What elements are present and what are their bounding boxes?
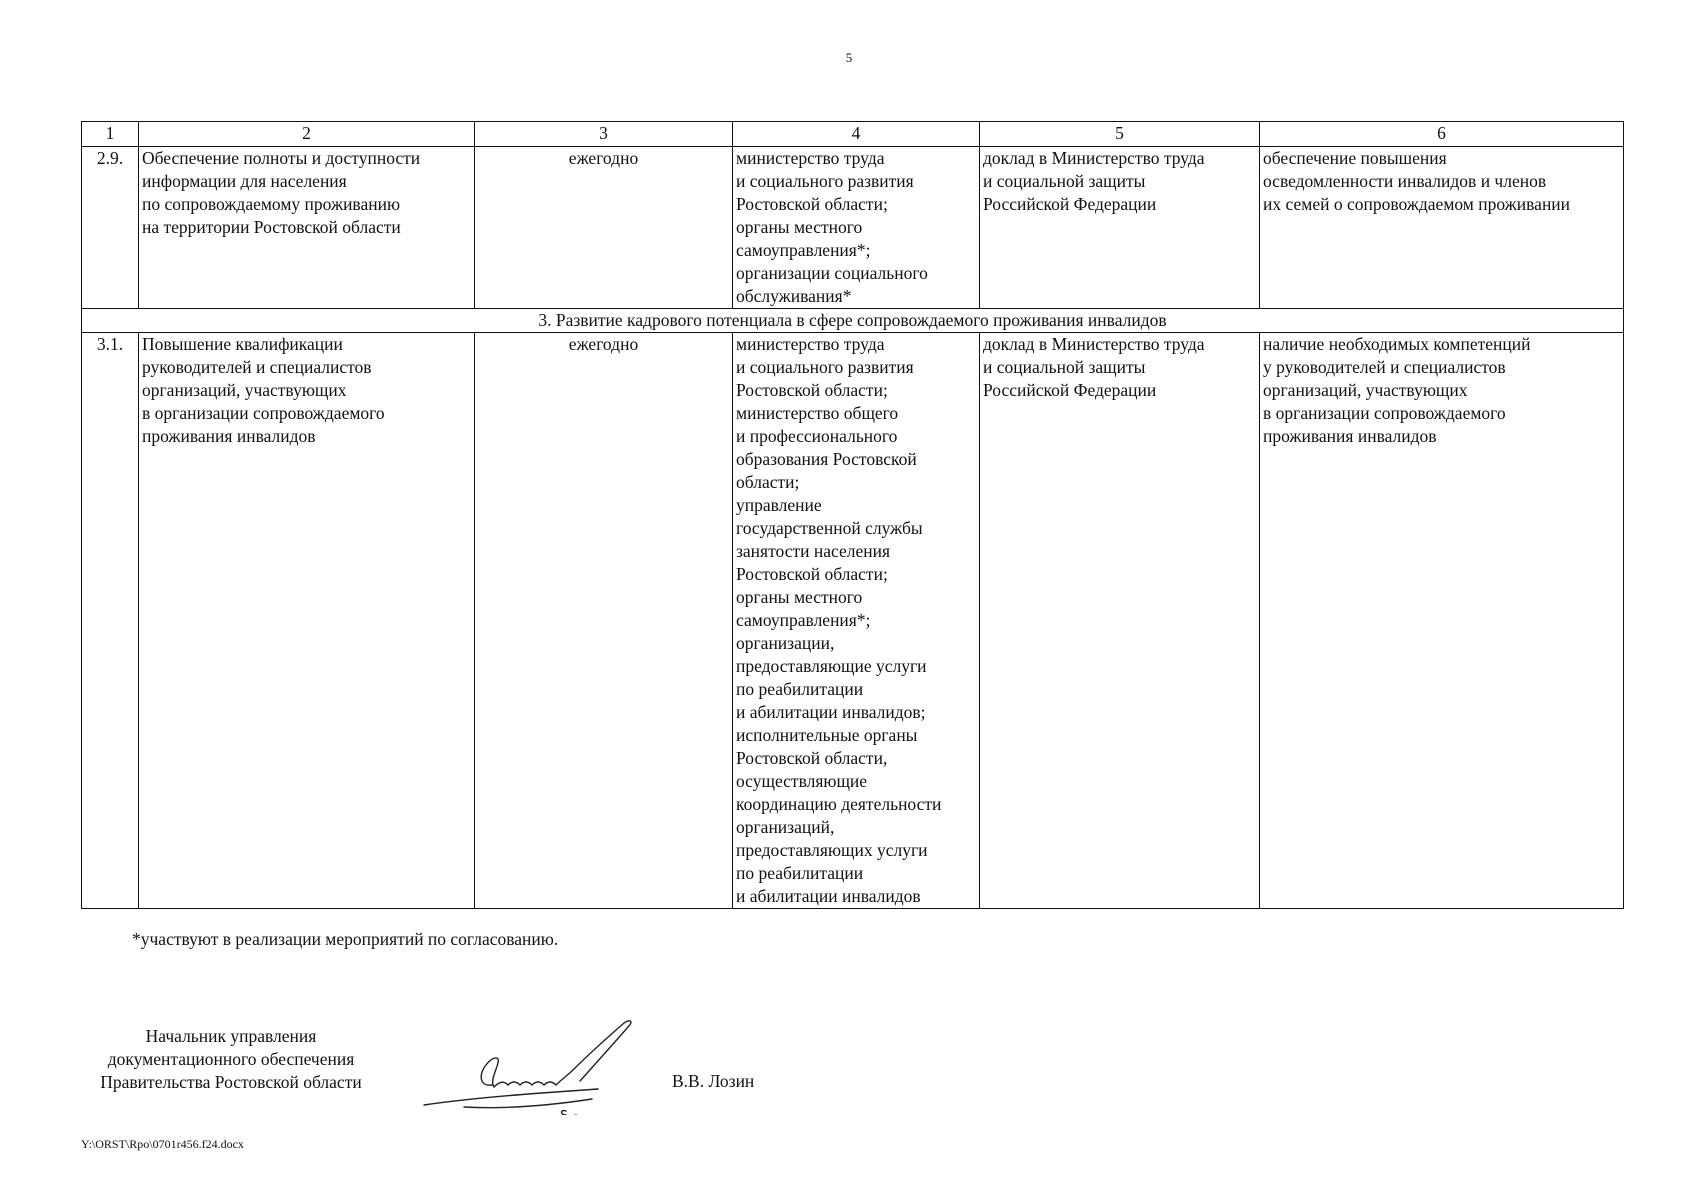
result-cell: доклад в Министерство труда и социальной защиты Российской Федерации (980, 147, 1260, 309)
executors-cell: министерство труда и социального развития Ростовской области; министерство общего и профессионального образования Ростовской области; управление государственной службы занятости населения Ростовской области; органы местного самоуправления*; организации, предоставляющие услуги по реабилитации и абилитации инвалидов; исполнительные органы Ростовской области, осуществляющие координацию деятельности организаций, предоставляющих услуги по реабилитации и абилитации инвалидов (733, 333, 980, 909)
section-row (82, 309, 1624, 333)
table-row (82, 147, 1624, 309)
effect-cell: наличие необходимых компетенций у руководителей и специалистов организаций, участвующих в организации сопровождаемого проживания инвалидов (1260, 333, 1624, 909)
row-number: 3.1. (82, 333, 139, 909)
footnote: *участвуют в реализации мероприятий по согласованию. (132, 929, 559, 949)
column-number: 3 (475, 122, 733, 147)
column-number: 2 (139, 122, 475, 147)
term-cell: ежегодно (475, 333, 733, 909)
result-cell: доклад в Министерство труда и социальной защиты Российской Федерации (980, 333, 1260, 909)
row-number: 2.9. (82, 147, 139, 309)
column-number: 5 (980, 122, 1260, 147)
page-number: 5 (845, 50, 853, 65)
column-number: 4 (733, 122, 980, 147)
column-number-row (82, 122, 1624, 147)
column-number: 6 (1260, 122, 1624, 147)
effect-cell: обеспечение повышения осведомленности инвалидов и членов их семей о сопровождаемом проживании (1260, 147, 1624, 309)
activity-cell: Повышение квалификации руководителей и специалистов организаций, участвующих в организации сопровождаемого проживания инвалидов (139, 333, 475, 909)
signatory-name: В.В. Лозин (672, 1071, 755, 1091)
executors-cell: министерство труда и социального развития Ростовской области; органы местного самоуправления*; организации социального обслуживания* (733, 147, 980, 309)
activity-cell: Обеспечение полноты и доступности информации для населения по сопровождаемому проживанию на территории Ростовской области (139, 147, 475, 309)
section-heading: 3. Развитие кадрового потенциала в сфере сопровождаемого проживания инвалидов (82, 309, 1624, 333)
signatory-title: Начальник управления документационного обеспечения Правительства Ростовской области (100, 1026, 362, 1092)
measures-table (81, 121, 1624, 909)
handwritten-signature (420, 1015, 660, 1115)
table-row (82, 333, 1624, 909)
file-path: Y:\ORST\Rpo\0701r456.f24.docx (81, 1137, 244, 1151)
term-cell: ежегодно (475, 147, 733, 309)
column-number: 1 (82, 122, 139, 147)
